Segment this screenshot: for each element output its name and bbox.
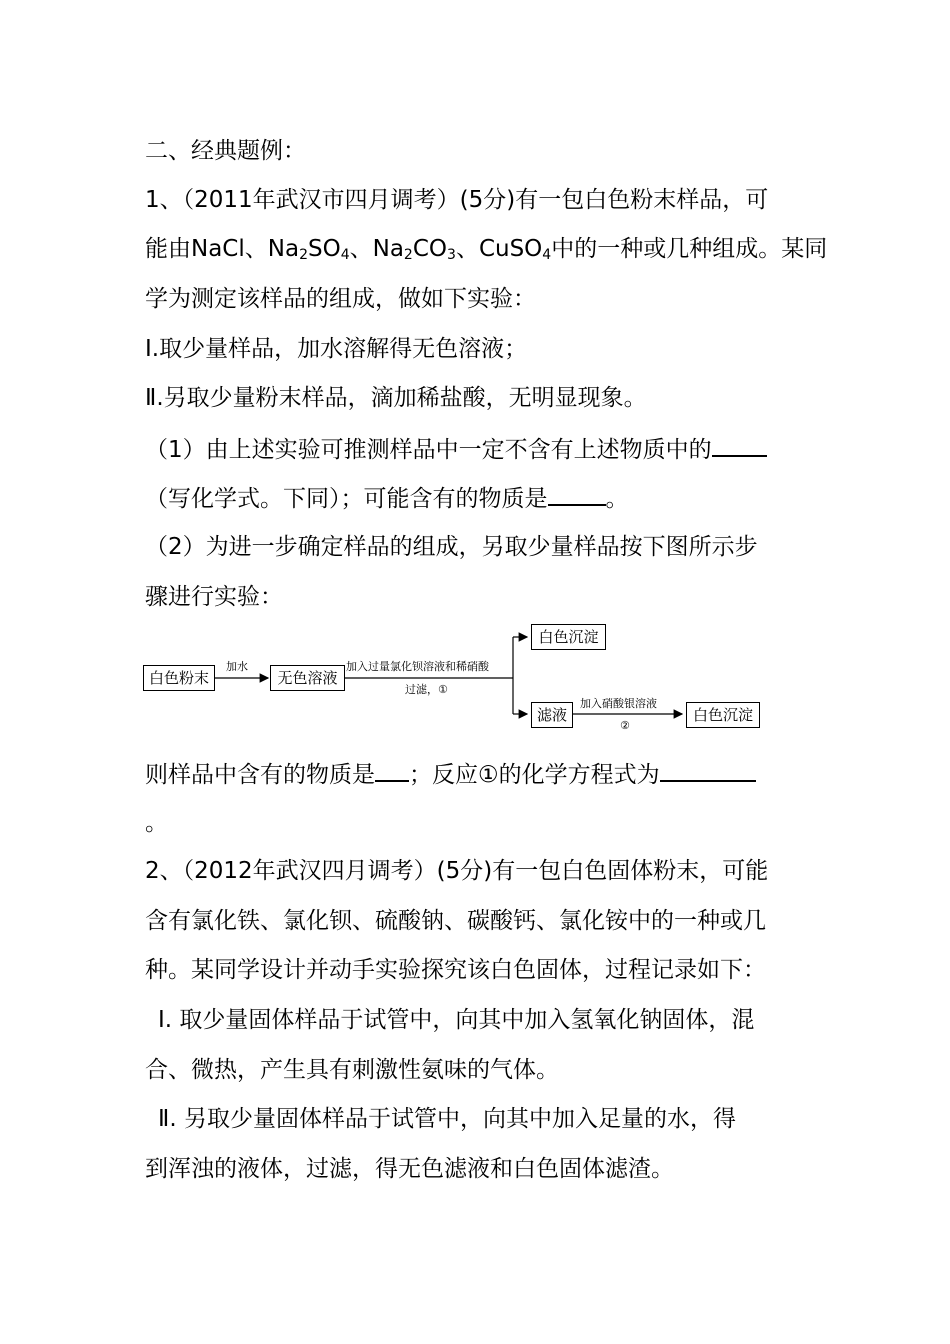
label-add-barium-chloride: 加入过量氯化钡溶液和稀硝酸 [346,660,489,673]
q1-result-line: 则样品中含有的物质是 ；反应①的化学方程式为 [145,758,756,790]
box-white-precipitate-2: 白色沉淀 [686,702,760,728]
q1-step-2: Ⅱ.另取少量粉末样品，滴加稀盐酸，无明显现象。 [145,385,647,411]
formula-nacl: NaCl [191,236,245,262]
box-white-powder: 白色粉末 [143,665,215,691]
separator: 、 [244,236,268,262]
label-filter-1: 过滤，① [405,683,448,696]
q1-line-3: 学为测定该样品的组成，做如下实验： [145,286,536,312]
q2-step-2-line-b: 到浑浊的液体，过滤，得无色滤液和白色固体滤渣。 [145,1156,674,1182]
q1-sub-2-line-a: （2）为进一步确定样品的组成，另取少量样品按下图所示步 [145,534,758,560]
q1-sub-2-line-b: 骤进行实验： [145,584,283,610]
formula-na2co3: $Na_2CO_3$ [372,236,456,263]
label-add-silver-nitrate: 加入硝酸银溶液 [580,697,657,710]
q2-line-3: 种。某同学设计并动手实验探究该白色固体，过程记录如下： [145,957,766,983]
q2-line-2: 含有氯化铁、氯化钡、硫酸钠、碳酸钙、氯化铵中的一种或几 [145,908,766,934]
q1-line-2-suffix: 中的一种或几种组成。某同 [551,236,828,262]
q2-step-1-line-b: 合、微热，产生具有刺激性氨味的气体。 [145,1057,559,1083]
box-colorless-solution: 无色溶液 [270,665,345,691]
q1-line-1: 1、（2011年武汉市四月调考）(5分)有一包白色粉末样品，可 [145,187,769,213]
separator: 、 [349,236,373,262]
section-heading: 二、经典题例： [145,138,306,164]
q1-sub-1-line-b: （写化学式。下同）；可能含有的物质是 。 [145,482,629,514]
q1-sub-1-line-a: （1）由上述实验可推测样品中一定不含有上述物质中的 [145,433,767,465]
q1-line-2-prefix: 能由 [145,236,191,262]
q1-result-end: 。 [145,810,168,836]
q2-line-1: 2、（2012年武汉四月调考）(5分)有一包白色固体粉末，可能 [145,858,769,884]
separator: 、 [455,236,479,262]
formula-cuso4: CuSO$_4$ [478,236,552,263]
q2-step-2-line-a: Ⅱ. 另取少量固体样品于试管中，向其中加入足量的水，得 [158,1106,736,1132]
q1-step-1: Ⅰ.取少量样品，加水溶解得无色溶液； [145,336,528,362]
answer-blank[interactable] [660,758,756,782]
box-filtrate: 滤液 [531,702,573,728]
formula-na2so4: $Na_2SO_4$ [267,236,350,263]
q2-step-1-line-a: Ⅰ. 取少量固体样品于试管中，向其中加入氢氧化钠固体，混 [158,1007,755,1033]
label-step-2: ② [620,719,630,732]
label-add-water: 加水 [226,660,248,673]
answer-blank[interactable] [375,758,409,782]
box-white-precipitate-1: 白色沉淀 [531,624,606,650]
